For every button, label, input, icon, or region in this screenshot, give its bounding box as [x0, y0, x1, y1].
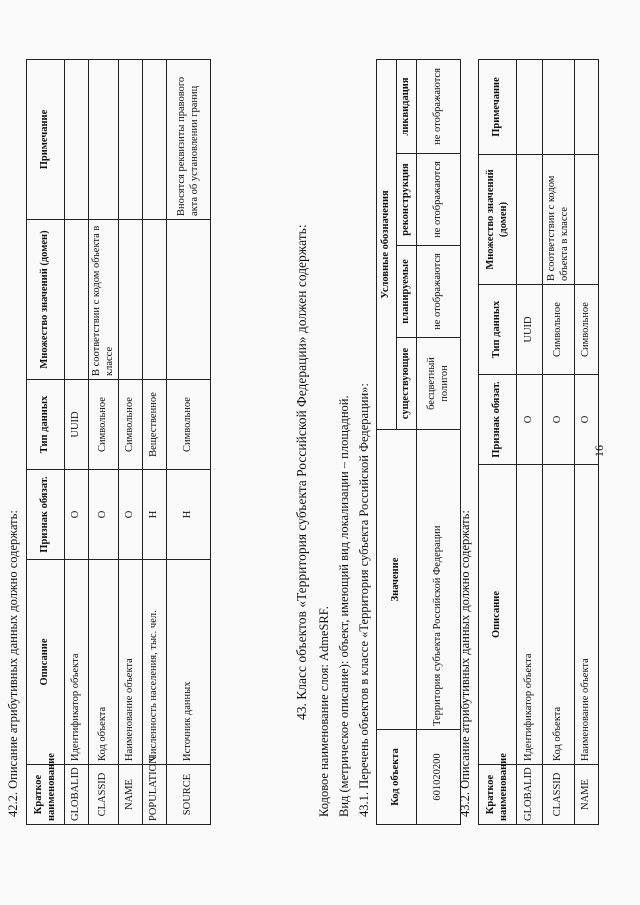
header-description: Описание [479, 465, 517, 765]
cell-description: Численность населения, тыс. чел. [143, 560, 167, 765]
header-data-type: Тип данных [479, 285, 517, 375]
table-header-row [377, 59, 397, 824]
cell-description: Наименование объекта [119, 560, 143, 765]
cell-domain [119, 220, 143, 380]
geometry-type: Вид (метрическое описание): объект, имеющий вид локализации – площадной. [337, 395, 351, 817]
cell-description: Источник данных [167, 560, 211, 765]
section-43-heading: 43. Класс объектов «Территория субъекта Российской Федерации» должен содержать: [294, 224, 309, 720]
cell-description: Код объекта [89, 560, 119, 765]
cell-domain: В соответствии с кодом объекта в классе [89, 220, 119, 380]
cell-domain [517, 155, 543, 285]
header-mandatory: Признак обязат. [27, 470, 65, 560]
cell-note [517, 60, 543, 155]
section-42-2-heading: 42.2. Описание атрибутивных данных должно содержать: [6, 510, 20, 817]
cell-value: Территория субъекта Российской Федерации [417, 430, 461, 730]
cell-object-code: 601020200 [417, 730, 461, 825]
cell-data-type: Вещественное [143, 380, 167, 470]
cell-domain [65, 220, 89, 380]
cell-mandatory: Н [143, 470, 167, 560]
header-short-name: Краткое наименование [479, 765, 517, 825]
cell-short-name: CLASSID [543, 765, 575, 825]
header-mandatory: Признак обязат. [479, 375, 517, 465]
cell-data-type: UUID [65, 380, 89, 470]
cell-short-name: GLOBALID [65, 765, 89, 825]
layer-code-name: Кодовое наименование слоя: AdmeSRF. [317, 606, 331, 817]
table-header-row [27, 60, 65, 825]
table-row [89, 60, 119, 825]
header-planned: планируемые [397, 246, 417, 338]
cell-data-type: UUID [517, 285, 543, 375]
cell-mandatory: Н [167, 470, 211, 560]
table-row [575, 60, 599, 825]
header-domain: Множество значений (домен) [27, 220, 65, 380]
cell-domain [575, 155, 599, 285]
header-reconstruction: реконструкция [397, 154, 417, 246]
cell-liquidation: не отображаются [417, 59, 461, 153]
attributes-table-42 [26, 59, 211, 825]
table-row [167, 60, 211, 825]
cell-note [543, 60, 575, 155]
header-symbols: Условные обозначения [377, 59, 397, 429]
cell-short-name: NAME [119, 765, 143, 825]
cell-domain: В соответствии с кодом объекта в классе [543, 155, 575, 285]
cell-short-name: POPULATION [143, 765, 167, 825]
header-description: Описание [27, 560, 65, 765]
cell-note [575, 60, 599, 155]
table-row [417, 59, 461, 824]
header-object-code: Код объекта [377, 730, 417, 825]
header-existing: существующие [397, 338, 417, 430]
object-list-table [376, 59, 461, 825]
cell-note [89, 60, 119, 220]
section-43-1-heading: 43.1. Перечень объектов в классе «Территория субъекта Российской Федерации»: [357, 383, 371, 817]
cell-description: Идентификатор объекта [517, 465, 543, 765]
cell-mandatory: О [65, 470, 89, 560]
cell-short-name: SOURCE [167, 765, 211, 825]
section-43-2-heading: 43.2. Описание атрибутивных данных должно содержать: [458, 510, 472, 817]
cell-data-type: Символьное [167, 380, 211, 470]
page-number: 16 [592, 445, 606, 457]
cell-data-type: Символьное [543, 285, 575, 375]
header-domain: Множество значений (домен) [479, 155, 517, 285]
cell-existing: бесцветный полигон [417, 338, 461, 430]
cell-short-name: CLASSID [89, 765, 119, 825]
cell-mandatory: О [543, 375, 575, 465]
table-row [119, 60, 143, 825]
cell-note [143, 60, 167, 220]
cell-note [119, 60, 143, 220]
header-note: Примечание [27, 60, 65, 220]
table-row [143, 60, 167, 825]
attributes-table-43 [478, 59, 599, 825]
table-row [65, 60, 89, 825]
cell-note [65, 60, 89, 220]
header-value: Значение [377, 430, 417, 730]
cell-mandatory: О [517, 375, 543, 465]
table-row [543, 60, 575, 825]
cell-mandatory: О [89, 470, 119, 560]
cell-data-type: Символьное [89, 380, 119, 470]
header-note: Примечание [479, 60, 517, 155]
table-header-row [479, 60, 517, 825]
cell-description: Идентификатор объекта [65, 560, 89, 765]
cell-reconstruction: не отображаются [417, 154, 461, 246]
cell-domain [143, 220, 167, 380]
cell-data-type: Символьное [119, 380, 143, 470]
cell-description: Код объекта [543, 465, 575, 765]
cell-description: Наименование объекта [575, 465, 599, 765]
cell-short-name: GLOBALID [517, 765, 543, 825]
cell-short-name: NAME [575, 765, 599, 825]
cell-planned: не отображаются [417, 246, 461, 338]
cell-data-type: Символьное [575, 285, 599, 375]
cell-note: Вносятся реквизиты правового акта об установлении границ [167, 60, 211, 220]
cell-mandatory: О [575, 375, 599, 465]
table-row [517, 60, 543, 825]
header-data-type: Тип данных [27, 380, 65, 470]
cell-mandatory: О [119, 470, 143, 560]
header-liquidation: ликвидация [397, 59, 417, 153]
header-short-name: Краткое наименование [27, 765, 65, 825]
cell-domain [167, 220, 211, 380]
